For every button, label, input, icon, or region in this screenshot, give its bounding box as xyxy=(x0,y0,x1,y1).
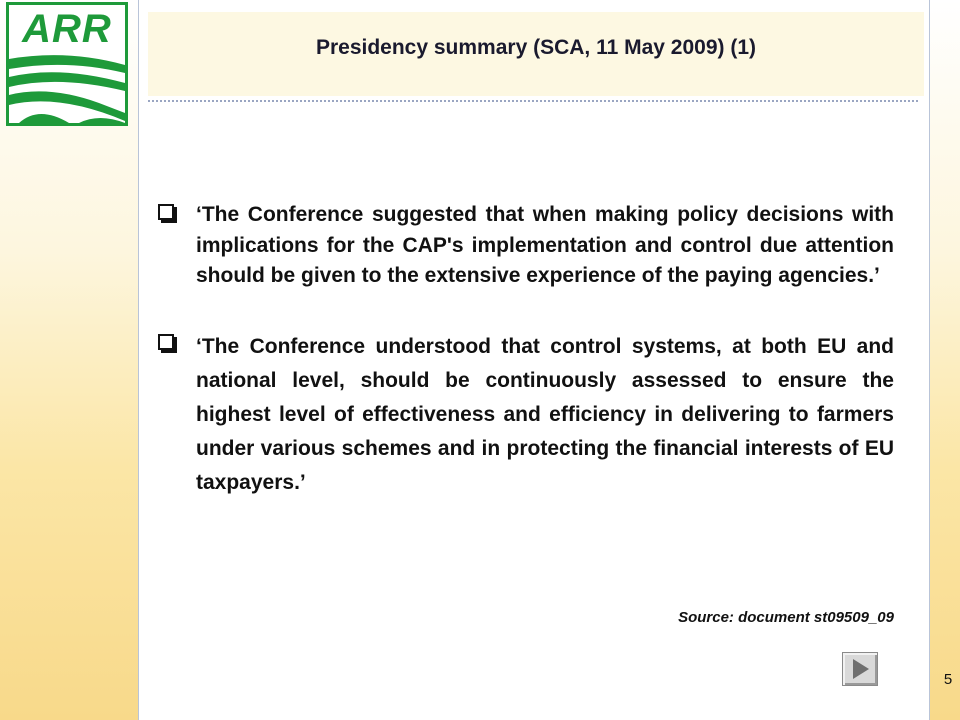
field-rows-icon xyxy=(9,55,125,123)
title-banner xyxy=(148,12,924,96)
title-divider xyxy=(148,100,918,102)
page-number: 5 xyxy=(943,671,953,688)
source-citation: Source: document st09509_09 xyxy=(678,609,894,626)
right-gradient-band xyxy=(930,0,960,720)
bullet-text: ‘The Conference suggested that when making policy decisions with implications for the CAP's implementation and control due attention should be given to the extensive experience of the paying agencies.’ xyxy=(196,203,894,287)
checkbox-bullet-icon xyxy=(158,204,174,220)
left-divider xyxy=(138,0,139,720)
bullet-item xyxy=(158,200,894,292)
bullet-text: ‘The Conference understood that control systems, at both EU and national level, should be continuously assessed to ensure the highest level of effectiveness and efficiency in delivering to farmers under various schemes and in protecting the financial interests of EU taxpayers.’ xyxy=(196,334,894,494)
next-slide-button[interactable] xyxy=(842,652,878,686)
bullet-item xyxy=(158,330,894,500)
arr-logo xyxy=(6,2,128,126)
page-title: Presidency summary (SCA, 11 May 2009) (1) xyxy=(315,36,757,59)
checkbox-bullet-icon xyxy=(158,334,174,350)
bullet-list xyxy=(158,200,894,500)
play-next-icon xyxy=(851,659,871,679)
logo-text: ARR xyxy=(22,7,112,51)
right-divider xyxy=(929,0,930,720)
